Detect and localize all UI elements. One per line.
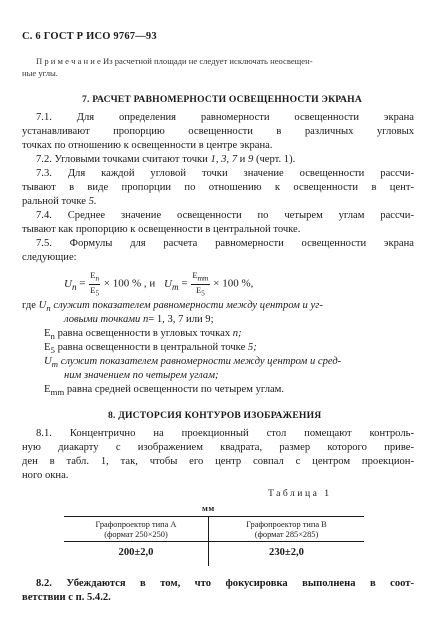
where-line-4b: ним значением по четырем углам; <box>64 370 219 381</box>
p72-points: 1, 3, 7 <box>210 154 237 165</box>
table-header-a-line-2: (формат 250×250) <box>104 530 168 539</box>
table-caption: Таблица 1 <box>268 488 332 499</box>
p81-line-4: ного окна. <box>22 470 69 481</box>
p71-line-2: устанавливают пропорцию освещенности в различных угловых <box>22 126 414 137</box>
formula-u2: $U_m$ <box>164 277 179 292</box>
table-header-b-line-2: (формат 285×285) <box>254 530 319 539</box>
note-line-1: П р и м е ч а н и е Из расчетной площади не следует исключать неосвещен- <box>36 56 313 66</box>
p75-line-2: следующие: <box>22 252 77 263</box>
table-header-b-line-1: Графопроектор типа В <box>246 520 327 529</box>
table-header-b <box>209 520 364 540</box>
p73-line-3 <box>22 196 97 207</box>
uniformity-formula <box>64 270 253 298</box>
section-8-title: 8. ДИСТОРСИЯ КОНТУРОВ ИЗОБРАЖЕНИЯ <box>108 410 322 421</box>
p71-line-3: точках по отношению к освещенности в центре экрана. <box>22 140 273 151</box>
p81-line-3: ден в табл. 1, так, чтобы его центр совпал с центром проекцион- <box>22 456 414 467</box>
formula-eq-1: = <box>79 277 86 290</box>
p73-point-5: 5. <box>88 196 97 207</box>
p82-line-2: ветствии с п. 5.4.2. <box>22 592 111 603</box>
where-line-1: где $U_n$ служит показателем равномерности между центром и уг- <box>22 300 323 314</box>
table-header-a-line-1: Графопроектор типа А <box>95 520 177 529</box>
page-header: С. 6 ГОСТ Р ИСО 9767—93 <box>22 31 157 42</box>
note-line-2: ные углы. <box>22 68 58 78</box>
where-line-5: $E_{mm}$ равна средней освещенности по четырем углам. <box>44 384 285 398</box>
table-top-rule <box>64 516 364 517</box>
formula-u1: $U_n$ <box>64 277 77 292</box>
section-7-title: 7. РАСЧЕТ РАВНОМЕРНОСТИ ОСВЕЩЕННОСТИ ЭКРАНА <box>82 94 362 105</box>
p72-and: и <box>239 154 246 165</box>
p72-line <box>36 154 295 165</box>
p73-line-1: 7.3. Для каждой угловой точки значение освещенности рассчи- <box>36 168 414 179</box>
formula-times-1: × 100 % , и <box>103 277 156 290</box>
where-line-2: $E_n$ равна освещенности в угловых точках n; <box>44 328 242 342</box>
p73-line-2: тывают в виде пропорции по отношению к освещенности в цент- <box>22 182 414 193</box>
p81-line-1: 8.1. Концентрично на проекционный стол помещают контроль- <box>36 428 414 439</box>
where-line-3: $E_5$ равна освещенности в центральной точке 5; <box>44 342 257 356</box>
formula-eq-2: = <box>181 277 188 290</box>
table-value-a: 200±2,0 <box>118 547 154 558</box>
p71-line-1: 7.1. Для определения равномерности освещенности экрана <box>36 112 414 123</box>
where-line-4: $U_m$ служит показателем равномерности между центром и сред- <box>44 356 342 370</box>
table-units: мм <box>202 503 215 513</box>
p81-line-2: ную диакарту с изображением квадрата, размер которого приве- <box>22 442 414 453</box>
where-line-1b: ловыми точками n= 1, 3, 7 или 9; <box>64 314 214 325</box>
formula-fraction-2: $\frac{E_{mm}}{E_5}$ <box>192 270 209 298</box>
p72-pre: 7.2. Угловыми точками считают точки <box>36 154 208 165</box>
p75-line-1: 7.5. Формулы для расчета равномерности освещенности экрана <box>36 238 414 249</box>
p73-line-3-text: ральной точке <box>22 196 86 207</box>
p74-line-1: 7.4. Среднее значение освещенности по четырем углам рассчи- <box>36 210 414 221</box>
p72-post: (черт. 1). <box>255 154 296 165</box>
table-header-rule <box>64 541 364 542</box>
table-header-a <box>64 520 208 540</box>
p72-nine: 9 <box>247 154 254 165</box>
formula-fraction-1: $\frac{E_n}{E_5}$ <box>90 270 99 298</box>
table-value-b: 230±2,0 <box>269 547 304 558</box>
p82-line-1: 8.2. Убеждаются в том, что фокусировка выполнена в соот- <box>36 578 414 589</box>
p74-line-2: тывают как пропорцию к освещенности в центральной точке. <box>22 224 301 235</box>
formula-times-2: × 100 %, <box>213 277 254 290</box>
